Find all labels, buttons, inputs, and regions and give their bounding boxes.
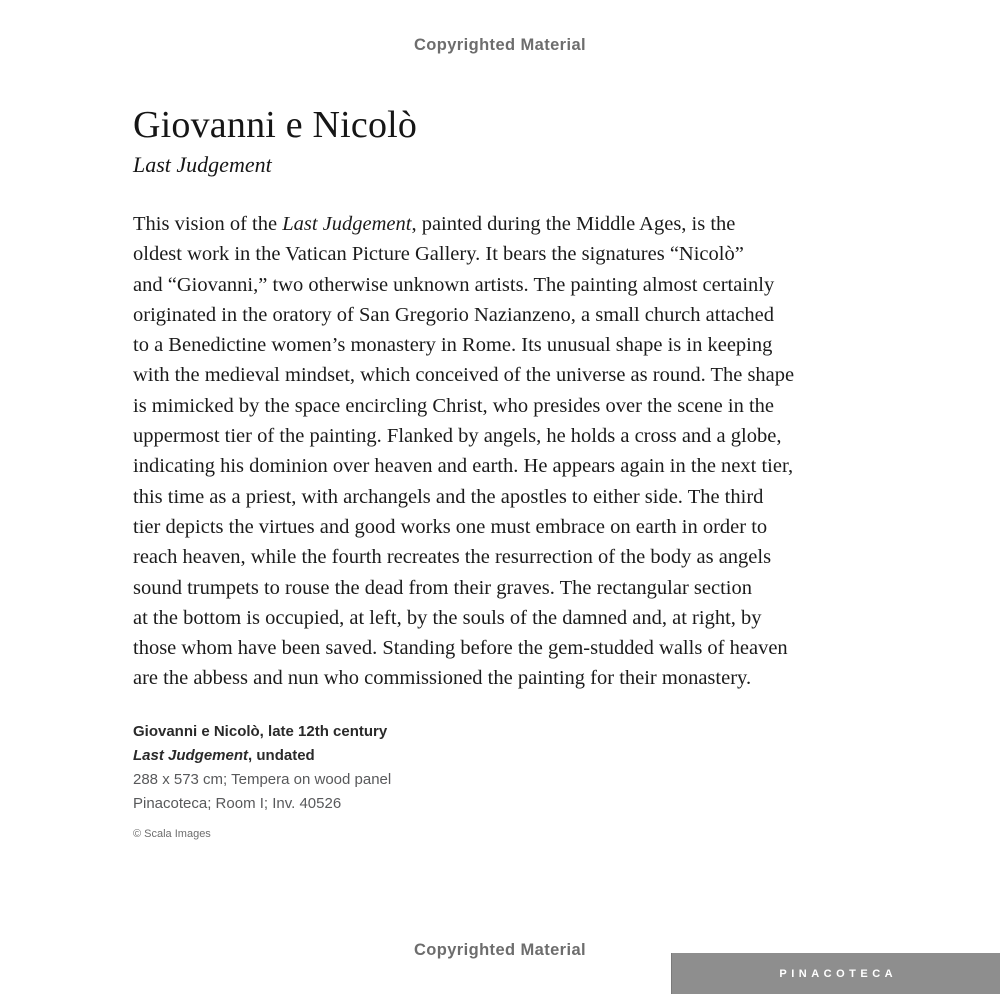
text-line: those whom have been saved. Standing before the gem-studded walls of heaven — [133, 637, 788, 660]
text-line: this time as a priest, with archangels and the apostles to either side. The third — [133, 485, 764, 508]
text-line: Last Judgement, undated — [133, 747, 315, 764]
text-line: Pinacoteca; Room I; Inv. 40526 — [133, 795, 342, 812]
text-line: uppermost tier of the painting. Flanked by angels, he holds a cross and a globe, — [133, 425, 782, 448]
text-line: is mimicked by the space encircling Christ, who presides over the scene in the — [133, 394, 775, 417]
article — [133, 103, 881, 694]
text-line: Giovanni e Nicolò, late 12th century — [133, 723, 388, 740]
text-line: oldest work in the Vatican Picture Gallery. It bears the signatures “Nicolò” — [133, 243, 744, 266]
article-body — [133, 209, 881, 694]
text-line: to a Benedictine women’s monastery in Rome. Its unusual shape is in keeping — [133, 334, 773, 357]
artist-title: Giovanni e Nicolò — [133, 104, 418, 146]
text-line: and “Giovanni,” two otherwise unknown artists. The painting almost certainly — [133, 273, 775, 296]
text-line: sound trumpets to rouse the dead from their graves. The rectangular section — [133, 576, 752, 599]
text-line: are the abbess and nun who commissioned the painting for their monastery. — [133, 667, 752, 690]
artwork-caption — [133, 720, 391, 846]
caption-lines — [133, 720, 391, 816]
text-line: reach heaven, while the fourth recreates the resurrection of the body as angels — [133, 546, 772, 569]
text-line: This vision of the Last Judgement, painted during the Middle Ages, is the — [133, 213, 736, 235]
pinacoteca-section-tab — [671, 953, 1000, 994]
copyright-notice-bottom: Copyrighted Material — [413, 941, 587, 959]
text-line: tier depicts the virtues and good works one must embrace on earth in order to — [133, 515, 768, 538]
text-line: with the medieval mindset, which conceived of the universe as round. The shape — [133, 364, 795, 387]
text-line: 288 x 573 cm; Tempera on wood panel — [133, 771, 392, 788]
artwork-subtitle: Last Judgement — [133, 152, 272, 177]
text-line: indicating his dominion over heaven and earth. He appears again in the next tier, — [133, 455, 794, 478]
text-line: originated in the oratory of San Gregorio Nazianzeno, a small church attached — [133, 303, 774, 326]
photo-credit: © Scala Images — [133, 828, 211, 840]
copyright-notice-top: Copyrighted Material — [413, 36, 587, 54]
pinacoteca-tab-label: PINACOTECA — [779, 967, 898, 980]
text-line: at the bottom is occupied, at left, by the souls of the damned and, at right, by — [133, 606, 762, 629]
